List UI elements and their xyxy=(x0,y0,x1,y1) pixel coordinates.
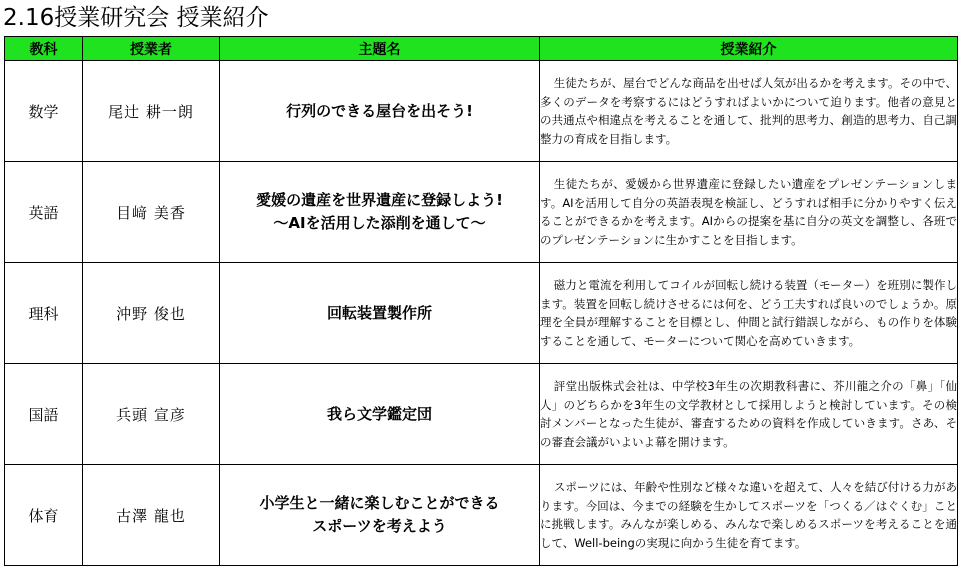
theme-cell xyxy=(220,364,540,465)
teacher-cell: 沖野 俊也 xyxy=(83,263,220,364)
teacher-cell: 古澤 龍也 xyxy=(83,465,220,566)
header-teacher: 授業者 xyxy=(83,37,220,61)
subject-cell: 数学 xyxy=(5,61,83,162)
theme-line: 愛媛の遺産を世界遺産に登録しよう! xyxy=(256,191,503,209)
table-row xyxy=(5,364,958,465)
page-title: 2.16授業研究会 授業紹介 xyxy=(3,5,269,31)
table-row xyxy=(5,465,958,566)
table-header-row xyxy=(5,37,958,61)
teacher-cell: 兵頭 宣彦 xyxy=(83,364,220,465)
teacher-cell: 尾辻 耕一朗 xyxy=(83,61,220,162)
description-text: 生徒たちが、愛媛から世界遺産に登録したい遺産をプレゼンテーションします。AIを活用して自分の英語表現を検証し、どうすれば相手に分かりやすく伝えることができるかを考えます。AIからの提案を基に自分の英文を調整し、各班でのプレゼンテーションに生かすことを目指します。 xyxy=(540,177,957,247)
theme-cell xyxy=(220,162,540,263)
description-cell xyxy=(540,162,958,263)
lesson-table xyxy=(4,36,958,566)
description-cell xyxy=(540,61,958,162)
table-row xyxy=(5,61,958,162)
theme-cell xyxy=(220,465,540,566)
theme-cell xyxy=(220,61,540,162)
theme-line: 我ら文学鑑定団 xyxy=(326,404,432,423)
description-text: スポーツには、年齢や性別など様々な違いを超えて、人々を結び付ける力があります。今回は、今までの経験を生かしてスポーツを「つくる／はぐくむ」ことに挑戦します。みんなが楽しめる、みんなで楽しめるスポーツを考えることを通して、Well-beingの実現に向かう生徒を育てます。 xyxy=(540,480,957,550)
description-text: 磁力と電流を利用してコイルが回転し続ける装置（モーター）を班別に製作します。装置を回転し続けさせるには何を、どう工夫すれば良いのでしょうか。原理を全員が理解することを目標とし、仲間と試行錯誤しながら、もの作りを体験することを通して、モーターについて関心を高めていきます。 xyxy=(540,278,957,348)
subject-cell: 体育 xyxy=(5,465,83,566)
header-theme: 主題名 xyxy=(220,37,540,61)
description-cell xyxy=(540,263,958,364)
description-cell xyxy=(540,465,958,566)
table-row xyxy=(5,263,958,364)
description-cell xyxy=(540,364,958,465)
theme-line: 小学生と一緒に楽しむことができる xyxy=(259,494,500,512)
theme-line: 回転装置製作所 xyxy=(326,303,432,322)
theme-line: 行列のできる屋台を出そう! xyxy=(286,101,473,120)
theme-line: スポーツを考えよう xyxy=(312,517,447,535)
subject-cell: 国語 xyxy=(5,364,83,465)
table-row xyxy=(5,162,958,263)
subject-cell: 英語 xyxy=(5,162,83,263)
description-text: 評堂出版株式会社は、中学校3年生の次期教科書に、芥川龍之介の「鼻」「仙人」のどちらかを3年生の文学教材として採用しようと検討しています。その検討メンバーとなった生徒が、審査するための資料を作成していきます。さあ、その審査会議がいよいよ幕を開けます。 xyxy=(540,379,957,449)
teacher-cell: 目﨑 美香 xyxy=(83,162,220,263)
theme-cell xyxy=(220,263,540,364)
theme-line: ～AIを活用した添削を通して～ xyxy=(273,214,486,232)
description-text: 生徒たちが、屋台でどんな商品を出せば人気が出るかを考えます。その中で、多くのデータを考察するにはどうすればよいかについて迫ります。他者の意見との共通点や相違点を考えることを通して、批判的思考力、創造的思考力、自己調整力の育成を目指します。 xyxy=(540,76,957,146)
subject-cell: 理科 xyxy=(5,263,83,364)
header-description: 授業紹介 xyxy=(540,37,958,61)
header-subject: 教科 xyxy=(5,37,83,61)
